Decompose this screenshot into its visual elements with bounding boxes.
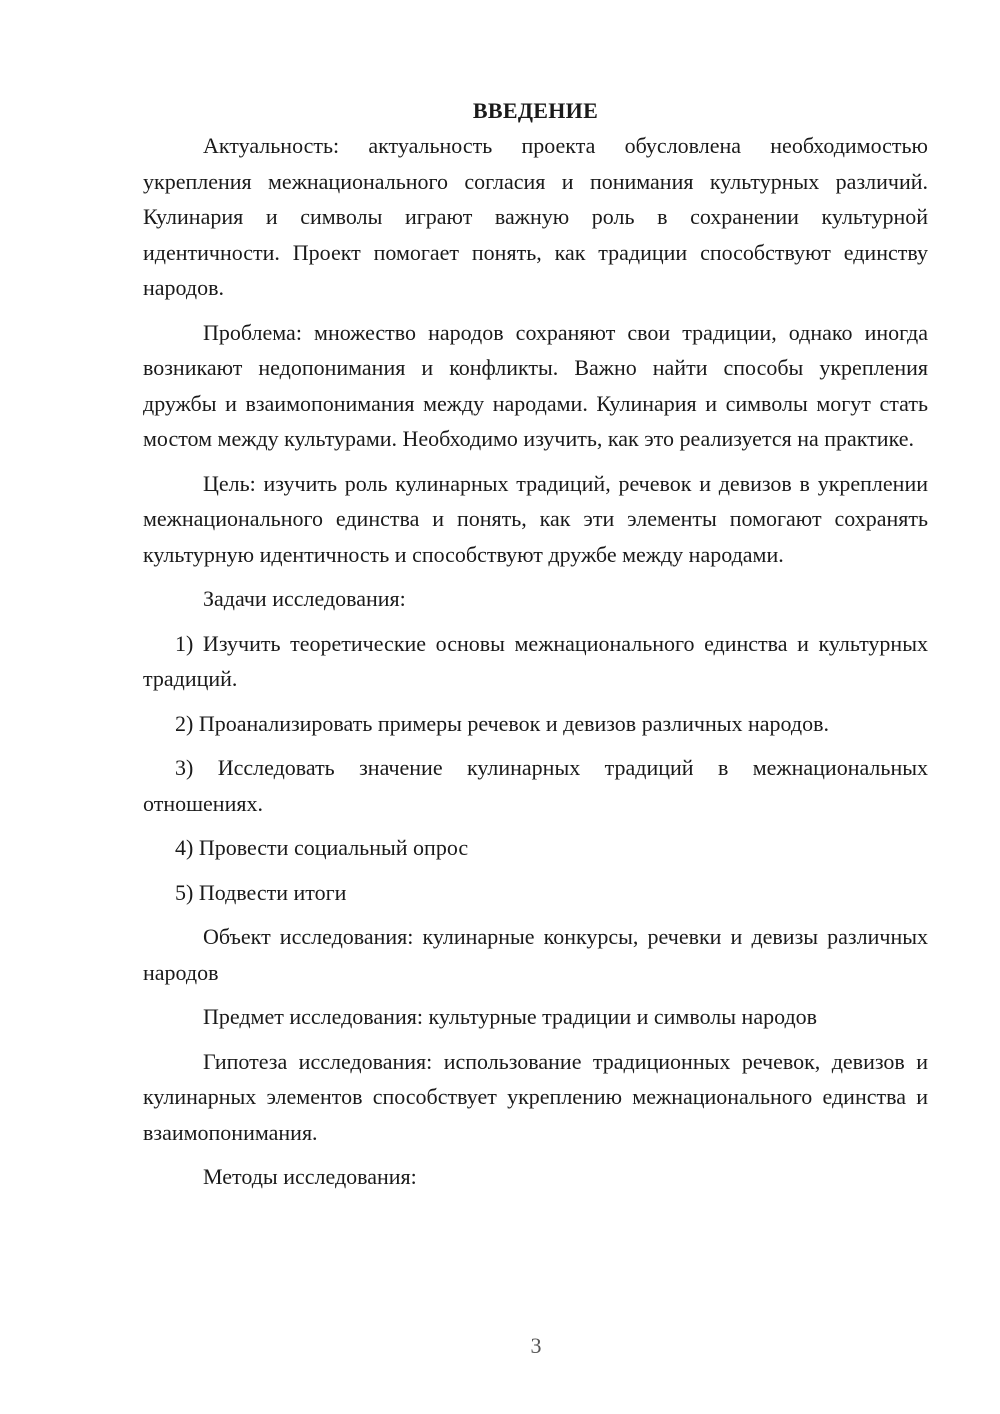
section-title: ВВЕДЕНИЕ xyxy=(472,98,599,123)
hypothesis-paragraph: Гипотеза исследования: использование традиционных речевок, девизов и кулинарных элементов способствует укреплению межнационального единства и взаимопонимания. xyxy=(143,1048,928,1145)
subject-paragraph: Предмет исследования: культурные традиции и символы народов xyxy=(203,1004,818,1029)
page-number: 3 xyxy=(530,1333,542,1358)
problem-paragraph: Проблема: множество народов сохраняют свои традиции, однако иногда возникают недопонимания и конфликты. Важно найти способы укрепления дружбы и взаимопонимания между народами. Кулинария и символы могут стать мостом между культурами. Необходимо изучить, как это реализуется на практике. xyxy=(143,319,928,451)
methods-heading: Методы исследования: xyxy=(203,1164,417,1189)
task-item: 4) Провести социальный опрос xyxy=(175,835,469,860)
task-item: 2) Проанализировать примеры речевок и девизов различных народов. xyxy=(175,710,830,736)
tasks-heading: Задачи исследования: xyxy=(203,586,406,611)
task-item: 5) Подвести итоги xyxy=(175,879,347,905)
relevance-paragraph: Актуальность: актуальность проекта обусловлена необходимостью укрепления межнационального согласия и понимания культурных различий. Кулинария и символы играют важную роль в сохранении культурной идентичности. Проект помогает понять, как традиции способствуют единству народов. xyxy=(143,133,928,300)
task-item: 3) Исследовать значение кулинарных традиций в межнациональных отношениях. xyxy=(143,755,928,816)
goal-paragraph: Цель: изучить роль кулинарных традиций, речевок и девизов в укреплении межнационального единства и понять, как эти элементы помогают сохранять культурную идентичность и способствуют дружбе между народами. xyxy=(143,470,928,567)
task-item: 1) Изучить теоретические основы межнационального единства и культурных традиций. xyxy=(143,630,928,691)
page-content xyxy=(143,94,928,1195)
object-paragraph: Объект исследования: кулинарные конкурсы, речевки и девизы различных народов xyxy=(143,924,928,985)
